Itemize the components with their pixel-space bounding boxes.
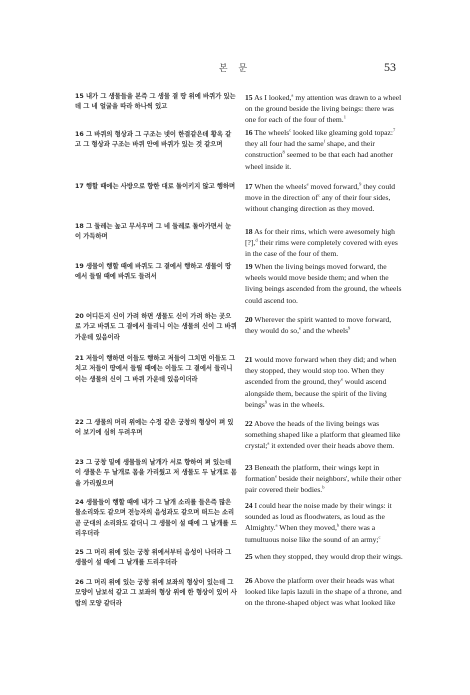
english-verse-15: 15 As I looked,$^a$ my attention was drawn to a wheel on the ground beside the living beings: there was one for each of the four of them.$^1$ <box>245 92 402 125</box>
english-verse-22: 22 Above the heads of the living beings was something shaped like a platform that gleamed like crystal;$^a$ it extended over their heads above them. <box>245 419 401 451</box>
korean-verse-16: 16 그 바퀴의 형상과 그 구조는 넷이 한결같은데 황옥 같고 그 형상과 구조는 바퀴 안에 바퀴가 있는 것 같으며 <box>75 131 232 149</box>
korean-verse-17: 17 행할 때에는 사방으로 향한 대로 돌이키지 않고 행하며 <box>75 183 236 190</box>
korean-verse-26: 26 그 머리 위에 있는 궁창 위에 보좌의 형상이 있는데 그 모양이 남보석 같고 그 보좌의 형상 위에 한 형상이 있어 사람의 모양 같더라 <box>75 579 237 607</box>
english-verse-25: 25 when they stopped, they would drop their wings. <box>245 552 403 561</box>
korean-verse-22: 22 그 생물의 머리 위에는 수정 같은 궁창의 형상이 펴 있어 보기에 심히 두려우며 <box>75 419 234 437</box>
korean-verse-21: 21 저들이 행하면 이들도 행하고 저들이 그치면 이들도 그치고 저들이 땅에서 들릴 때에는 이들도 그 곁에서 들리니 이는 생물의 신이 그 바퀴 가운데 있음이더라 <box>75 355 236 383</box>
korean-verse-15: 15 내가 그 생물들을 본즉 그 생물 곁 땅 위에 바퀴가 있는데 그 네 얼굴을 따라 하나씩 있고 <box>75 93 236 111</box>
korean-verse-19: 19 생물이 행할 때에 바퀴도 그 곁에서 행하고 생물이 땅에서 들릴 때에 바퀴도 들려서 <box>75 263 232 281</box>
korean-verse-23: 23 그 궁창 밑에 생물들의 날개가 서로 향하여 펴 있는데 이 생물은 두 날개로 몸을 가리웠고 저 생물도 두 날개로 몸을 가리웠으며 <box>75 459 237 487</box>
english-verse-21: 21 would move forward when they did; and when they stopped, they would stop too. When they ascended from the ground, they$^e$ would ascend alongside them, because the spirit of the living beings$^9$ was in the wheels. <box>245 355 397 409</box>
page-number: 53 <box>384 60 396 74</box>
english-verse-24: 24 I could hear the noise made by their wings: it sounded as loud as floodwaters, as loud as the Almighty.$^a$ When they moved,$^b$ there was a tumultuous noise like the sound of an army;$^c$ <box>245 501 392 544</box>
korean-verse-24: 24 생물들이 행할 때에 내가 그 날개 소리를 들은즉 많은 물소리와도 같으며 전능자의 음성과도 같으며 떠드는 소리 곧 군대의 소리와도 같더니 그 생물이 설 때에 그 날개를 드리우더라 <box>75 499 237 538</box>
english-verse-18: 18 As for their rims, which were awesomely high [?],$^d$ their rims were completely covered with eyes in the case of the four of them. <box>245 227 398 259</box>
english-verse-23: 23 Beneath the platform, their wings kept in formation$^e$ beside their neighbors', while their other pair covered their bodies.$^b$ <box>245 463 402 495</box>
english-verse-20: 20 Wherever the spirit wanted to move forward, they would do so,$^e$ and the wheels$^9$ <box>245 315 392 336</box>
english-verse-17: 17 When the wheels$^e$ moved forward,$^9$ they could move in the direction $of^c$ any of their four sides, without changing direction as they moved. <box>245 181 396 214</box>
english-verse-19: 19 When the living beings moved forward, the wheels would move beside them; and when the living beings ascended from the ground, the wheels could ascend too. <box>245 262 402 305</box>
korean-verse-18: 18 그 둘레는 높고 무서우며 그 네 둘레로 돌아가면서 눈이 가득하며 <box>75 223 232 241</box>
english-verse-26: 26 Above the platform over their heads was what looked like lapis lazuli in the shape of a throne, and on the throne-shaped object was what looked like <box>245 576 402 608</box>
english-verse-16: 16 The wheels$^c$ looked like gleaming gold topaz:$^7$ they all four had the same$^f$ shape, and their construction$^8$ seemed to be that each had another wheel inside it. <box>245 127 396 171</box>
korean-verse-20: 20 어디든지 신이 가려 하면 생물도 신이 가려 하는 곳으로 가고 바퀴도 그 곁에서 들리니 이는 생물의 신이 그 바퀴 가운데 있음이라 <box>75 313 237 341</box>
korean-verse-25: 25 그 머리 위에 있는 궁창 위에서부터 음성이 나더라 그 생물이 설 때에 그 날개를 드리우더라 <box>75 549 232 567</box>
running-header-title: 본 문 <box>218 64 252 74</box>
